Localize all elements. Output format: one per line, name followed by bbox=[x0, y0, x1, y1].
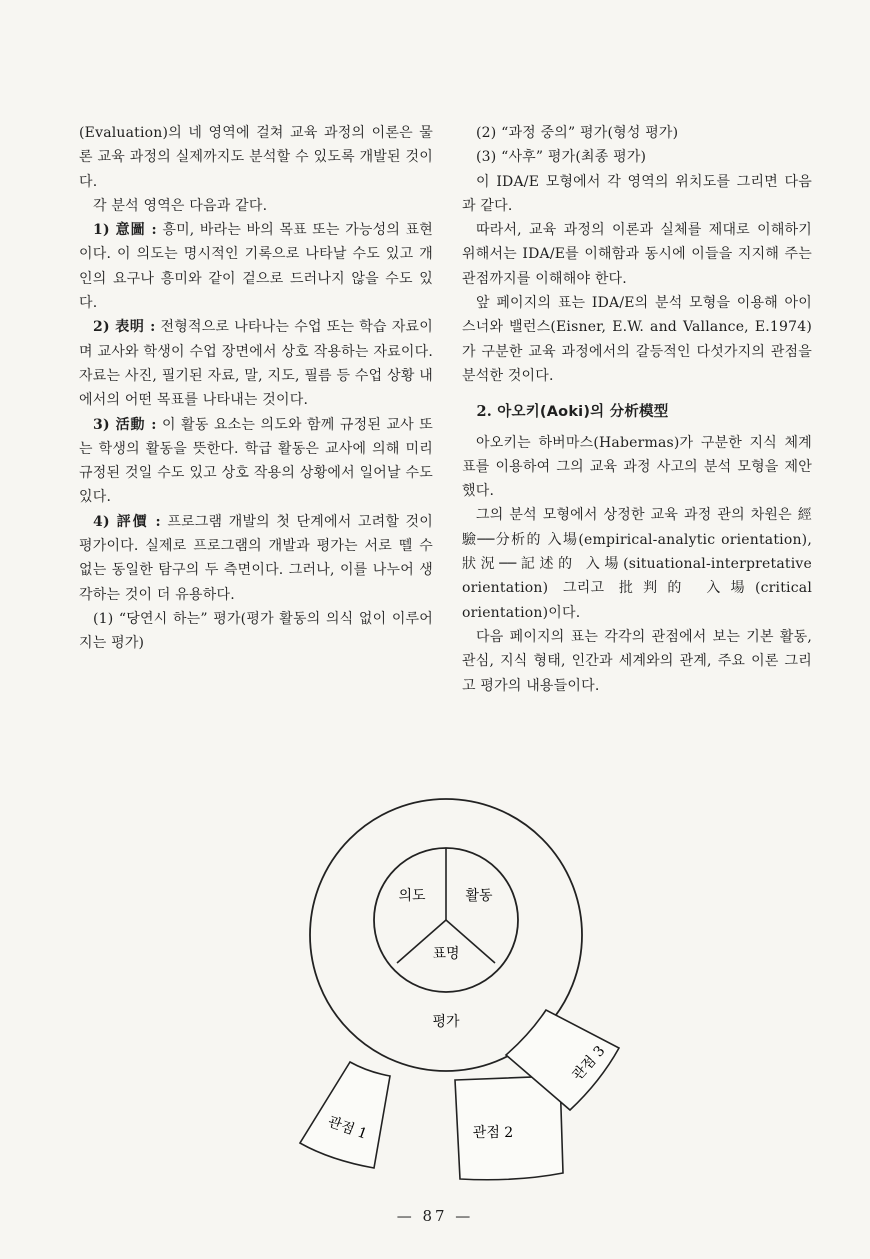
ida-e-diagram bbox=[280, 770, 620, 1190]
viewpoint-card-1 bbox=[300, 1062, 390, 1168]
paragraph-text: 프로그램 개발의 첫 단계에서 고려할 것이 평가이다. 실제로 프로그램의 개발과 평가는 서로 뗄 수 없는 동일한 탐구의 두 측면이다. 그러나, 이를 나누어 생각하는 것이 더 유용하다. bbox=[79, 513, 433, 603]
paragraph bbox=[462, 145, 812, 169]
paragraph-text: 전형적으로 나타나는 수업 또는 학습 자료이며 교사와 학생이 수업 장면에서 상호 작용하는 자료이다. 자료는 사진, 필기된 자료, 말, 지도, 필름 등 수업 상황 내에서의 어떤 목표를 나타내는 것이다. bbox=[79, 319, 433, 409]
viewpoint-card-2 bbox=[455, 1076, 563, 1180]
label-evaluation: 평가 bbox=[432, 1014, 460, 1030]
label-expression: 표명 bbox=[432, 946, 460, 962]
label-intent: 의도 bbox=[398, 888, 426, 904]
paragraph bbox=[79, 218, 433, 315]
right-column bbox=[462, 121, 812, 698]
paragraph-text: 흥미, 바라는 바의 목표 또는 가능성의 표현이다. 이 의도는 명시적인 기록으로 나타날 수도 있고 개인의 요구나 흥미와 같이 겉으로 드러나지 않을 수도 있다. bbox=[79, 222, 433, 312]
paragraph bbox=[462, 218, 812, 291]
paragraph bbox=[79, 315, 433, 412]
paragraph-text: 앞 페이지의 표는 IDA/E의 분석 모형을 이용해 아이스너와 밸런스(Eisner, E.W. and Vallance, E.1974)가 구분한 교육 과정에서의 갈등적인 다섯가지의 관점을 분석한 것이다. bbox=[462, 295, 812, 384]
paragraph bbox=[462, 121, 812, 145]
paragraph-text: 아오키는 하버마스(Habermas)가 구분한 지식 체계표를 이용하여 그의 교육 과정 사고의 분석 모형을 제안했다. bbox=[462, 434, 812, 500]
term-label: 3) 活動 : bbox=[93, 416, 157, 433]
paragraph-text: 그의 분석 모형에서 상정한 교육 과정 관의 차원은 經驗──分析的 入場(empirical-analytic orientation), 狀況──記述的 入場(situational-interpretative orientation) 그리고 批判的 入場(critical orientation)이다. bbox=[462, 507, 812, 621]
paragraph bbox=[462, 170, 812, 219]
term-label: 4) 評價 : bbox=[93, 513, 161, 530]
viewpoint-label-3: 관점 3 bbox=[569, 1042, 609, 1084]
section-title-hanja: 分析模型 bbox=[609, 403, 669, 421]
paragraph-text: (Evaluation)의 네 영역에 걸쳐 교육 과정의 이론은 물론 교육 과정의 실제까지도 분석할 수 있도록 개발된 것이다. bbox=[79, 125, 433, 190]
paragraph bbox=[462, 625, 812, 698]
paragraph bbox=[79, 607, 433, 656]
term-label: 2) 表明 : bbox=[93, 319, 156, 336]
term-label: 1) 意圖 : bbox=[93, 222, 157, 239]
paragraph bbox=[79, 510, 433, 607]
section-heading bbox=[462, 400, 812, 424]
paragraph bbox=[462, 431, 812, 504]
paragraph bbox=[79, 413, 433, 510]
paragraph-text: 각 분석 영역은 다음과 같다. bbox=[93, 197, 268, 214]
paragraph-text: 이 IDA/E 모형에서 각 영역의 위치도를 그리면 다음과 같다. bbox=[462, 173, 812, 214]
page-number: — 87 — bbox=[396, 1207, 474, 1225]
paragraph-text: 이 활동 요소는 의도와 함께 규정된 교사 또는 학생의 활동을 뜻한다. 학급 활동은 교사에 의해 미리 규정된 것일 수도 있고 상호 작용의 상황에서 일어날 수도 있다. bbox=[79, 416, 433, 506]
section-title: 아오키(Aoki)의 bbox=[497, 404, 605, 421]
paragraph-text: (1) “당연시 하는” 평가(평가 활동의 의식 없이 이루어지는 평가) bbox=[79, 610, 433, 652]
paragraph bbox=[462, 503, 812, 624]
paragraph-text: (3) “사후” 평가(최종 평가) bbox=[476, 149, 647, 166]
paragraph bbox=[79, 194, 433, 218]
paragraph-text: 따라서, 교육 과정의 이론과 실체를 제대로 이해하기 위해서는 IDA/E를 이해함과 동시에 이들을 지지해 주는 관점까지를 이해해야 한다. bbox=[462, 222, 812, 287]
paragraph-text: 다음 페이지의 표는 각각의 관점에서 보는 기본 활동, 관심, 지식 형태, 인간과 세계와의 관계, 주요 이론 그리고 평가의 내용들이다. bbox=[462, 628, 812, 694]
label-activity: 활동 bbox=[465, 888, 493, 904]
section-number: 2. bbox=[476, 403, 493, 421]
left-column bbox=[79, 121, 433, 656]
paragraph bbox=[462, 291, 812, 388]
viewpoint-label-2: 관점 2 bbox=[472, 1125, 514, 1141]
paragraph bbox=[79, 121, 433, 194]
viewpoint-label-1: 관점 1 bbox=[325, 1113, 370, 1143]
paragraph-text: (2) “과정 중의” 평가(형성 평가) bbox=[476, 125, 679, 141]
